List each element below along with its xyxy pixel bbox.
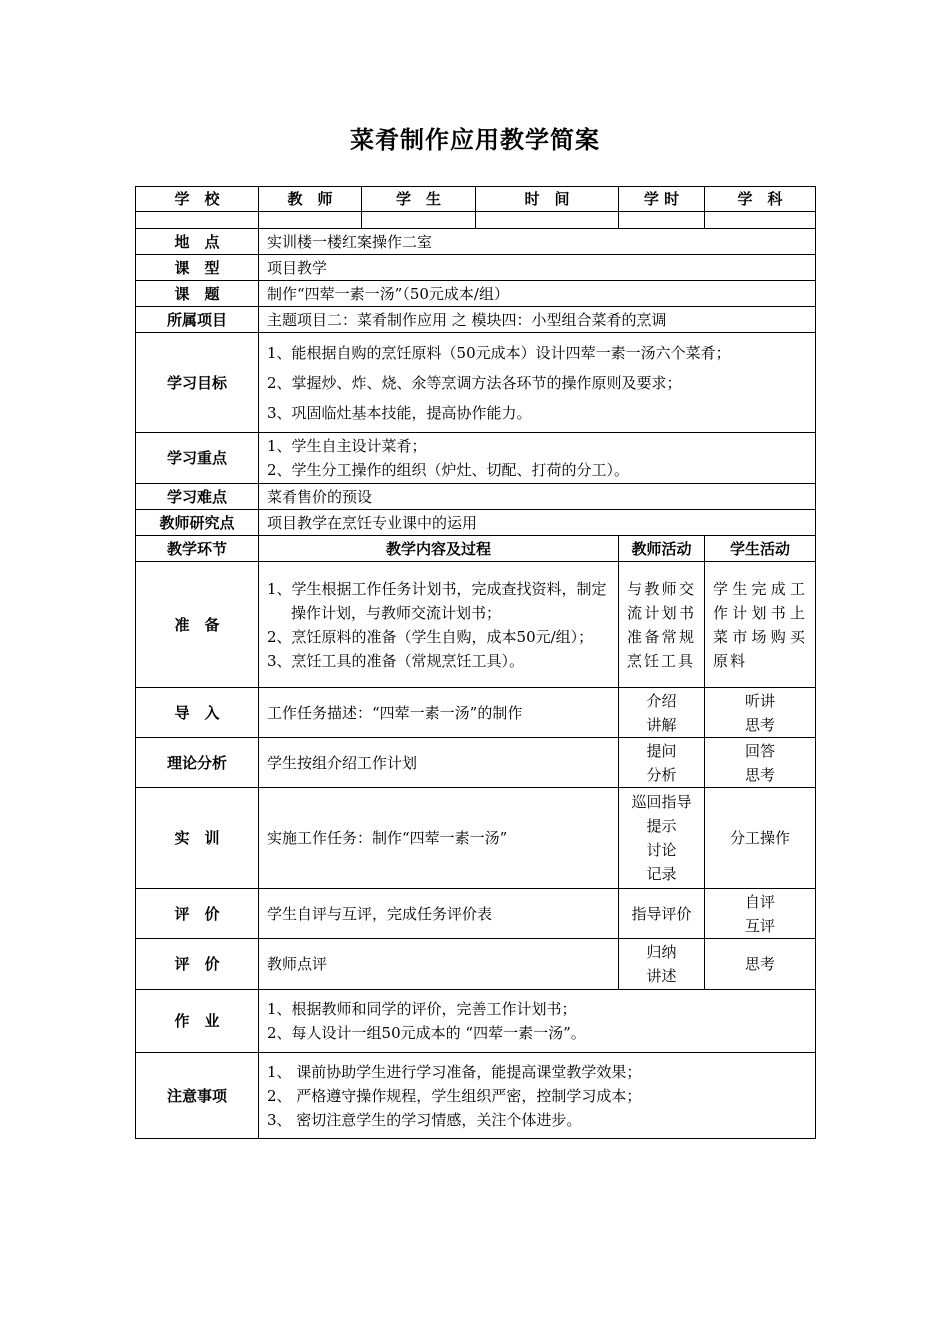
stage-teacher-activity bbox=[619, 788, 705, 889]
value-objectives bbox=[259, 333, 816, 433]
label-location: 地 点 bbox=[136, 229, 259, 255]
blank-cell bbox=[136, 212, 259, 229]
stage-row bbox=[136, 688, 816, 738]
value-project: 主题项目二：菜肴制作应用 之 模块四：小型组合菜肴的烹调 bbox=[259, 307, 816, 333]
row-key-points bbox=[136, 433, 816, 484]
header-row bbox=[136, 187, 816, 212]
label-difficulty: 学习难点 bbox=[136, 484, 259, 510]
stage-label: 评 价 bbox=[136, 939, 259, 990]
stage-label: 导 入 bbox=[136, 688, 259, 738]
header-hours: 学 时 bbox=[619, 187, 705, 212]
row-research bbox=[136, 510, 816, 536]
stage-row bbox=[136, 738, 816, 788]
stage-content bbox=[259, 562, 619, 688]
label-homework: 作 业 bbox=[136, 990, 259, 1053]
stage-teacher-activity: 指导评价 bbox=[619, 889, 705, 939]
homework-item: 2、每人设计一组50元成本的 “四荤一素一汤”。 bbox=[267, 1024, 586, 1042]
label-type: 课 型 bbox=[136, 255, 259, 281]
value-notes bbox=[259, 1053, 816, 1139]
stage-teacher-activity bbox=[619, 738, 705, 788]
blank-cell bbox=[705, 212, 816, 229]
stage-student-activity bbox=[705, 738, 816, 788]
stage-content: 工作任务描述：“四荤一素一汤”的制作 bbox=[259, 688, 619, 738]
label-project: 所属项目 bbox=[136, 307, 259, 333]
row-location bbox=[136, 229, 816, 255]
teacher-activity-item: 介绍 bbox=[646, 691, 677, 710]
note-item: 1、 课前协助学生进行学习准备，能提高课堂教学效果； bbox=[267, 1062, 642, 1081]
stage-row bbox=[136, 562, 816, 688]
value-topic: 制作“四荤一素一汤”（50元成本/组） bbox=[259, 281, 816, 307]
student-activity-item: 自评 bbox=[744, 892, 775, 911]
process-header-stage: 教学环节 bbox=[136, 536, 259, 562]
value-type: 项目教学 bbox=[259, 255, 816, 281]
teacher-activity-item: 提问 bbox=[646, 741, 677, 760]
row-homework bbox=[136, 990, 816, 1053]
student-activity-item: 思考 bbox=[744, 765, 775, 784]
teacher-activity-item: 归纳 bbox=[646, 943, 677, 961]
blank-cell bbox=[362, 212, 476, 229]
label-research: 教师研究点 bbox=[136, 510, 259, 536]
stage-student-activity: 思考 bbox=[705, 939, 816, 990]
teacher-activity-item: 讲述 bbox=[646, 967, 677, 985]
stage-row bbox=[136, 788, 816, 889]
stage-teacher-activity: 与教师交流计划书准备常规烹饪工具 bbox=[619, 562, 705, 688]
teacher-activity-item: 提示 bbox=[646, 817, 677, 835]
stage-student-activity: 学生完成工作计划书上菜市场购买原料 bbox=[705, 562, 816, 688]
stage-label: 实 训 bbox=[136, 788, 259, 889]
teacher-activity-item: 巡回指导 bbox=[631, 793, 692, 811]
note-item: 3、 密切注意学生的学习情感，关注个体进步。 bbox=[267, 1110, 582, 1129]
process-header-content: 教学内容及过程 bbox=[259, 536, 619, 562]
header-teacher: 教 师 bbox=[259, 187, 362, 212]
stage-content: 教师点评 bbox=[259, 939, 619, 990]
blank-cell bbox=[259, 212, 362, 229]
student-activity-item: 思考 bbox=[744, 715, 775, 734]
value-location: 实训楼一楼红案操作二室 bbox=[259, 229, 816, 255]
student-activity-item: 互评 bbox=[744, 916, 775, 935]
row-notes bbox=[136, 1053, 816, 1139]
process-header-row bbox=[136, 536, 816, 562]
stage-content-item: 2、烹饪原料的准备（学生自购，成本50元/组）； bbox=[267, 627, 594, 646]
blank-cell bbox=[476, 212, 619, 229]
row-objectives bbox=[136, 333, 816, 433]
stage-row bbox=[136, 889, 816, 939]
value-homework bbox=[259, 990, 816, 1053]
note-item: 2、 严格遵守操作规程，学生组织严密，控制学习成本； bbox=[267, 1086, 642, 1105]
student-activity-item: 回答 bbox=[744, 741, 775, 760]
key-point-item: 2、学生分工操作的组织（炉灶、切配、打荷的分工）。 bbox=[267, 461, 630, 479]
header-subject: 学 科 bbox=[705, 187, 816, 212]
stage-label: 准 备 bbox=[136, 562, 259, 688]
header-blank-row bbox=[136, 212, 816, 229]
header-school: 学 校 bbox=[136, 187, 259, 212]
teacher-activity-item: 分析 bbox=[646, 765, 677, 784]
row-type bbox=[136, 255, 816, 281]
student-activity-item: 听讲 bbox=[744, 691, 775, 710]
lesson-plan-table bbox=[135, 186, 816, 1139]
objective-item: 1、能根据自购的烹饪原料（50元成本）设计四荤一素一汤六个菜肴； bbox=[267, 343, 731, 362]
teacher-activity-item: 讨论 bbox=[646, 841, 677, 859]
stage-content-item: 3、烹饪工具的准备（常规烹饪工具）。 bbox=[267, 651, 525, 670]
row-topic bbox=[136, 281, 816, 307]
process-header-teacher: 教师活动 bbox=[619, 536, 705, 562]
teacher-activity-item: 记录 bbox=[646, 865, 677, 883]
objective-item: 2、掌握炒、炸、烧、氽等烹调方法各环节的操作原则及要求； bbox=[267, 373, 682, 392]
label-notes: 注意事项 bbox=[136, 1053, 259, 1139]
stage-student-activity bbox=[705, 688, 816, 738]
document-title: 菜肴制作应用教学简案 bbox=[350, 126, 600, 154]
label-key-points: 学习重点 bbox=[136, 433, 259, 484]
stage-content: 实施工作任务：制作“四荤一素一汤” bbox=[259, 788, 619, 889]
value-difficulty: 菜肴售价的预设 bbox=[259, 484, 816, 510]
stage-content: 学生自评与互评，完成任务评价表 bbox=[259, 889, 619, 939]
stage-label: 理论分析 bbox=[136, 738, 259, 788]
objective-item: 3、巩固临灶基本技能，提高协作能力。 bbox=[267, 403, 532, 422]
homework-item: 1、根据教师和同学的评价，完善工作计划书； bbox=[267, 1000, 577, 1018]
blank-cell bbox=[619, 212, 705, 229]
row-difficulty bbox=[136, 484, 816, 510]
label-topic: 课 题 bbox=[136, 281, 259, 307]
value-research: 项目教学在烹饪专业课中的运用 bbox=[259, 510, 816, 536]
label-objectives: 学习目标 bbox=[136, 333, 259, 433]
stage-student-activity: 分工操作 bbox=[705, 788, 816, 889]
header-time: 时 间 bbox=[476, 187, 619, 212]
teacher-activity-item: 讲解 bbox=[646, 715, 677, 734]
stage-content: 学生按组介绍工作计划 bbox=[259, 738, 619, 788]
header-student: 学 生 bbox=[362, 187, 476, 212]
stage-teacher-activity bbox=[619, 688, 705, 738]
stage-label: 评 价 bbox=[136, 889, 259, 939]
stage-row bbox=[136, 939, 816, 990]
stage-teacher-activity bbox=[619, 939, 705, 990]
process-header-student: 学生活动 bbox=[705, 536, 816, 562]
value-key-points bbox=[259, 433, 816, 484]
row-project bbox=[136, 307, 816, 333]
stage-content-item: 1、学生根据工作任务计划书，完成查找资料，制定操作计划，与教师交流计划书； bbox=[267, 579, 607, 622]
stage-student-activity bbox=[705, 889, 816, 939]
key-point-item: 1、学生自主设计菜肴； bbox=[267, 437, 427, 455]
